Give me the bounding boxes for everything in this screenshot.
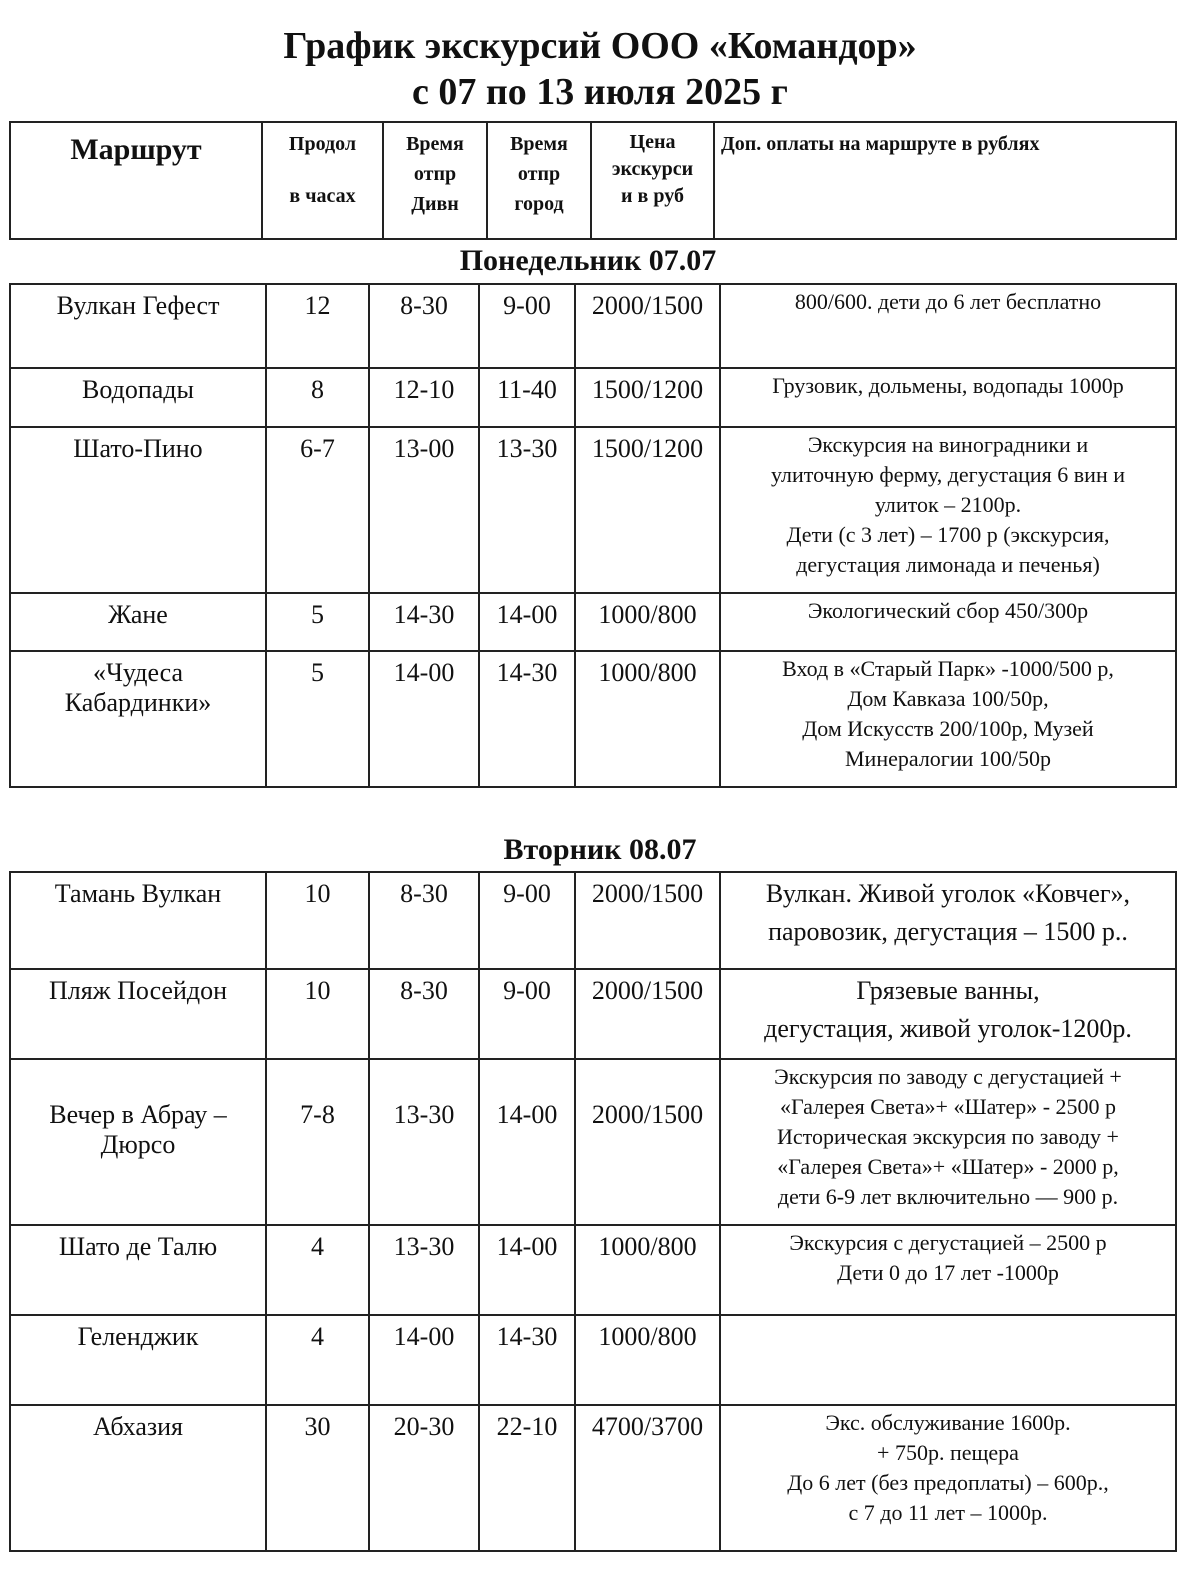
departure-divn-cell: 13-00: [369, 427, 479, 593]
price-cell: 1000/800: [575, 651, 720, 787]
extra-payments-cell: [720, 1405, 1176, 1551]
price-cell: 1500/1200: [575, 427, 720, 593]
extra-payments-cell: [720, 1225, 1176, 1315]
table-row: [10, 651, 1176, 787]
extra-payment-line: Минералогии 100/50р: [845, 746, 1051, 771]
extra-payment-line: Вулкан. Живой уголок «Ковчег»,: [765, 879, 1131, 908]
route-cell: [10, 651, 266, 787]
tuesday-schedule: [9, 871, 1177, 1552]
table-row: [10, 427, 1176, 593]
route-cell: [10, 1405, 266, 1551]
route-name-line: Пляж Посейдон: [48, 976, 228, 1005]
extra-payments-cell: [720, 593, 1176, 651]
duration-cell: 30: [266, 1405, 369, 1551]
table-row: [10, 1405, 1176, 1551]
route-cell: [10, 1059, 266, 1225]
route-name-line: «Чудеса: [92, 658, 184, 687]
extra-payment-line: До 6 лет (без предоплаты) – 600р.,: [787, 1470, 1109, 1495]
route-cell: [10, 1225, 266, 1315]
price-cell: 1000/800: [575, 1315, 720, 1405]
extra-payment-line: Дети 0 до 17 лет -1000р: [837, 1260, 1059, 1285]
table-row: [10, 1225, 1176, 1315]
extra-payments-cell: [720, 368, 1176, 427]
departure-city-cell: 14-00: [479, 593, 575, 651]
duration-cell: 6-7: [266, 427, 369, 593]
departure-divn-cell: 8-30: [369, 284, 479, 368]
extra-payments-cell: [720, 427, 1176, 593]
departure-divn-cell: 14-30: [369, 593, 479, 651]
duration-cell: 7-8: [266, 1059, 369, 1225]
header-duration: Продол в часах: [262, 122, 383, 239]
extra-payments-cell: [720, 969, 1176, 1059]
route-name-line: Шато де Талю: [58, 1232, 218, 1261]
extra-payment-line: улиточную ферму, дегустация 6 вин и: [771, 462, 1125, 487]
departure-divn-cell: 14-00: [369, 651, 479, 787]
duration-cell: 10: [266, 872, 369, 969]
extra-payment-line: Экскурсия на виноградники и: [807, 432, 1089, 457]
departure-divn-cell: 13-30: [369, 1225, 479, 1315]
duration-cell: 5: [266, 593, 369, 651]
departure-city-cell: 14-00: [479, 1059, 575, 1225]
page-subtitle: с 07 по 13 июля 2025 г: [412, 71, 788, 113]
extra-payment-line: дети 6-9 лет включительно — 900 р.: [777, 1184, 1119, 1209]
duration-cell: 12: [266, 284, 369, 368]
extra-payment-line: Историческая экскурсия по заводу +: [777, 1124, 1119, 1149]
price-cell: 4700/3700: [575, 1405, 720, 1551]
monday-schedule: [9, 283, 1177, 788]
route-cell: [10, 427, 266, 593]
schedule-header: [9, 121, 1177, 240]
extra-payment-line: Дом Кавказа 100/50р,: [847, 686, 1049, 711]
extra-payment-line: улиток – 2100р.: [874, 492, 1022, 517]
departure-city-cell: 11-40: [479, 368, 575, 427]
departure-divn-cell: 13-30: [369, 1059, 479, 1225]
header-departure-divn: Время отпр Дивн: [383, 122, 487, 239]
duration-cell: 4: [266, 1225, 369, 1315]
table-row: [10, 284, 1176, 368]
route-cell: [10, 368, 266, 427]
route-name-line: Водопады: [82, 375, 194, 404]
extra-payment-line: Грязевые ванны,: [856, 976, 1040, 1005]
extra-payment-line: Дом Искусств 200/100р, Музей: [802, 716, 1094, 741]
table-row: [10, 969, 1176, 1059]
extra-payment-line: Дети (с 3 лет) – 1700 р (экскурсия,: [786, 522, 1110, 547]
extra-payment-line: Вход в «Старый Парк» -1000/500 р,: [782, 656, 1114, 681]
extra-payment-line: Экскурсия по заводу с дегустацией +: [774, 1064, 1122, 1089]
route-name-line: Геленджик: [77, 1322, 199, 1351]
extra-payment-line: паровозик, дегустация – 1500 р..: [768, 917, 1128, 946]
table-row: [10, 1315, 1176, 1405]
extra-payment-line: Грузовик, дольмены, водопады 1000р: [772, 373, 1124, 398]
day-heading-monday: Понедельник 07.07: [459, 244, 717, 277]
extra-payment-line: дегустация лимонада и печенья): [796, 552, 1100, 577]
table-row: [10, 593, 1176, 651]
page-title: График экскурсий ООО «Командор»: [283, 25, 917, 67]
route-name-line: Жане: [108, 600, 168, 629]
extra-payment-line: дегустация, живой уголок-1200р.: [764, 1014, 1132, 1043]
extra-payments-cell: [720, 1059, 1176, 1225]
departure-divn-cell: 8-30: [369, 969, 479, 1059]
departure-city-cell: 9-00: [479, 284, 575, 368]
duration-cell: 4: [266, 1315, 369, 1405]
departure-city-cell: 22-10: [479, 1405, 575, 1551]
route-cell: [10, 593, 266, 651]
departure-divn-cell: 20-30: [369, 1405, 479, 1551]
extra-payment-line: + 750р. пещера: [877, 1440, 1019, 1465]
route-cell: [10, 1315, 266, 1405]
route-name-line: Тамань Вулкан: [54, 879, 222, 908]
route-name-line: Вулкан Гефест: [56, 291, 220, 320]
departure-city-cell: 14-00: [479, 1225, 575, 1315]
route-cell: [10, 872, 266, 969]
route-name-line: Шато-Пино: [73, 434, 203, 463]
departure-divn-cell: 12-10: [369, 368, 479, 427]
price-cell: 2000/1500: [575, 872, 720, 969]
extra-payments-cell: [720, 651, 1176, 787]
extra-payments-cell: [720, 1315, 1176, 1405]
route-cell: [10, 284, 266, 368]
route-name-line: Кабардинки»: [64, 688, 212, 717]
price-cell: 1000/800: [575, 1225, 720, 1315]
price-cell: 2000/1500: [575, 969, 720, 1059]
departure-city-cell: 14-30: [479, 1315, 575, 1405]
header-extra-payments: Доп. оплаты на маршруте в рублях: [714, 122, 1176, 239]
table-row: [10, 368, 1176, 427]
header-route: Маршрут: [10, 122, 262, 239]
day-heading-tuesday: Вторник 08.07: [503, 833, 697, 866]
price-cell: 2000/1500: [575, 284, 720, 368]
table-row: [10, 1059, 1176, 1225]
departure-divn-cell: 8-30: [369, 872, 479, 969]
price-cell: 1500/1200: [575, 368, 720, 427]
extra-payment-line: «Галерея Света»+ «Шатер» - 2000 р,: [777, 1154, 1119, 1179]
route-name-line: Абхазия: [92, 1412, 184, 1441]
departure-divn-cell: 14-00: [369, 1315, 479, 1405]
duration-cell: 8: [266, 368, 369, 427]
route-name-line: Вечер в Абрау –: [49, 1100, 227, 1129]
extra-payment-line: Экскурсия с дегустацией – 2500 р: [789, 1230, 1107, 1255]
duration-cell: 5: [266, 651, 369, 787]
duration-cell: 10: [266, 969, 369, 1059]
extra-payment-line: с 7 до 11 лет – 1000р.: [848, 1500, 1048, 1525]
route-cell: [10, 969, 266, 1059]
extra-payment-line: «Галерея Света»+ «Шатер» - 2500 р: [779, 1094, 1117, 1119]
extra-payments-cell: [720, 284, 1176, 368]
extra-payment-line: Экс. обслуживание 1600р.: [825, 1410, 1071, 1435]
header-departure-city: Время отпр город: [487, 122, 591, 239]
departure-city-cell: 9-00: [479, 969, 575, 1059]
header-price: Цена экскурси и в руб: [591, 122, 714, 239]
extra-payment-line: Экологический сбор 450/300р: [807, 598, 1089, 623]
table-row: [10, 872, 1176, 969]
departure-city-cell: 13-30: [479, 427, 575, 593]
departure-city-cell: 9-00: [479, 872, 575, 969]
extra-payment-line: 800/600. дети до 6 лет бесплатно: [794, 289, 1102, 314]
price-cell: 2000/1500: [575, 1059, 720, 1225]
departure-city-cell: 14-30: [479, 651, 575, 787]
price-cell: 1000/800: [575, 593, 720, 651]
route-name-line: Дюрсо: [100, 1130, 176, 1159]
extra-payments-cell: [720, 872, 1176, 969]
